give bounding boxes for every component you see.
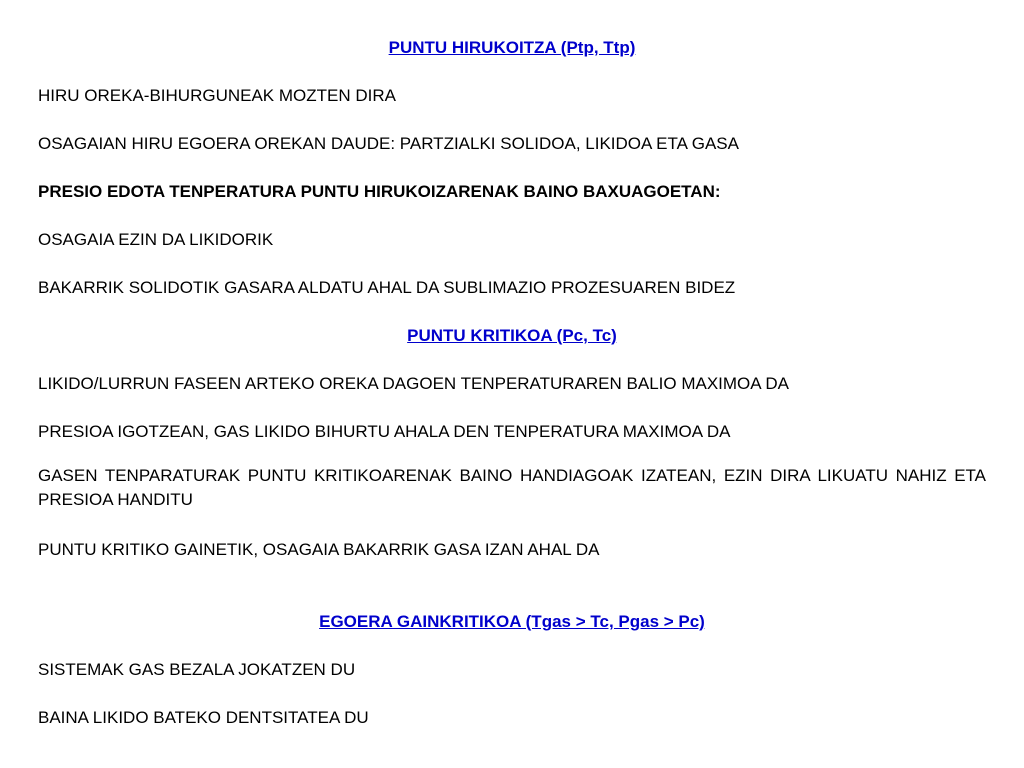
text-line: BAKARRIK SOLIDOTIK GASARA ALDATU AHAL DA SUBLIMAZIO PROZESUAREN BIDEZ bbox=[38, 278, 736, 297]
text-line: OSAGAIA EZIN DA LIKIDORIK bbox=[38, 230, 274, 249]
heading-supercritical-state: EGOERA GAINKRITIKOA (Tgas > Tc, Pgas > Pc) bbox=[319, 612, 705, 631]
text-line: OSAGAIAN HIRU EGOERA OREKAN DAUDE: PARTZIALKI SOLIDOA, LIKIDOA ETA GASA bbox=[38, 134, 739, 153]
text-line: PRESIOA IGOTZEAN, GAS LIKIDO BIHURTU AHALA DEN TENPERATURA MAXIMOA DA bbox=[38, 422, 731, 441]
heading-critical-point: PUNTU KRITIKOA (Pc, Tc) bbox=[407, 326, 617, 345]
text-line: LIKIDO/LURRUN FASEEN ARTEKO OREKA DAGOEN TENPERATURAREN BALIO MAXIMOA DA bbox=[38, 374, 790, 393]
text-line-bold: PRESIO EDOTA TENPERATURA PUNTU HIRUKOIZARENAK BAINO BAXUAGOETAN: bbox=[38, 182, 721, 201]
heading-triple-point: PUNTU HIRUKOITZA (Ptp, Ttp) bbox=[388, 38, 636, 57]
text-line: SISTEMAK GAS BEZALA JOKATZEN DU bbox=[38, 660, 356, 679]
text-line: BAINA LIKIDO BATEKO DENTSITATEA DU bbox=[38, 708, 369, 727]
text-line-justified: GASEN TENPARATURAK PUNTU KRITIKOARENAK BAINO HANDIAGOAK IZATEAN, EZIN DIRA LIKUATU NAHIZ ETA PRESIOA HANDITU bbox=[38, 466, 986, 509]
text-line: PUNTU KRITIKO GAINETIK, OSAGAIA BAKARRIK GASA IZAN AHAL DA bbox=[38, 540, 600, 559]
text-line: HIRU OREKA-BIHURGUNEAK MOZTEN DIRA bbox=[38, 86, 396, 105]
